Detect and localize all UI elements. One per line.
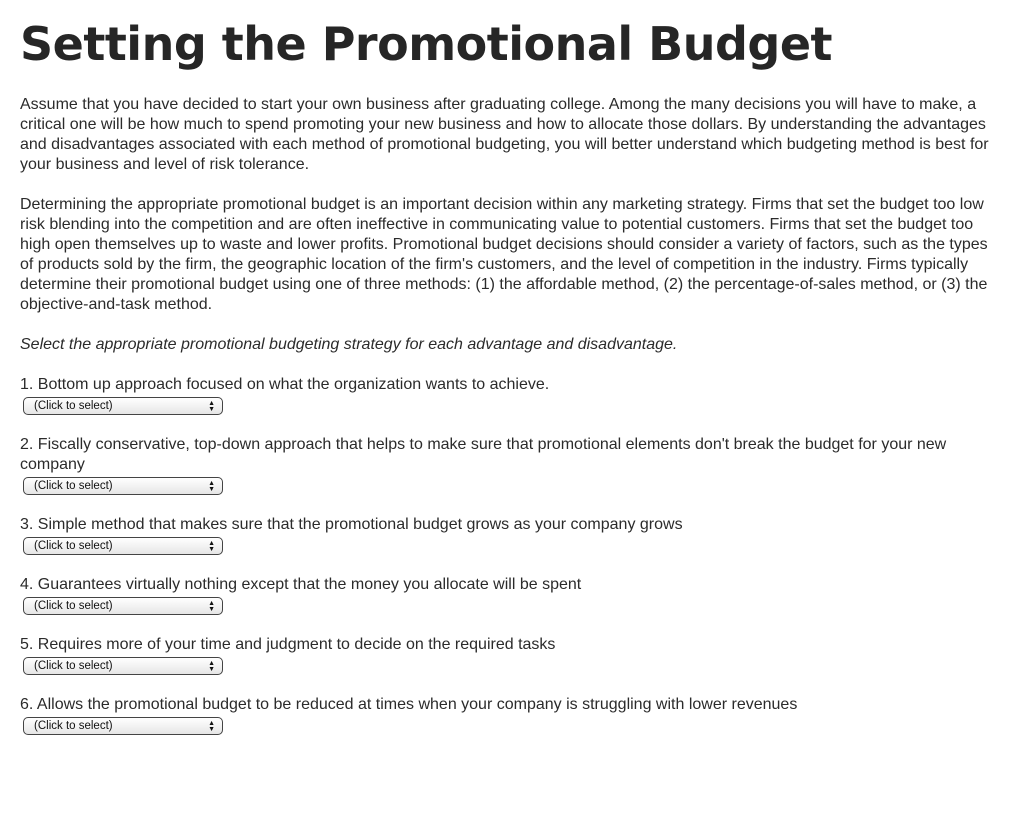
answer-select-3[interactable] — [23, 537, 223, 555]
select-value: (Click to select) — [34, 400, 113, 412]
select-value: (Click to select) — [34, 540, 113, 552]
select-value: (Click to select) — [34, 480, 113, 492]
question-text: 1. Bottom up approach focused on what the organization wants to achieve. — [20, 376, 550, 393]
up-down-arrows-icon: ▲ ▼ — [208, 540, 215, 553]
page-title: Setting the Promotional Budget — [20, 17, 833, 71]
question-text: 5. Requires more of your time and judgment to decide on the required tasks — [20, 636, 556, 653]
answer-select-2[interactable] — [23, 477, 223, 495]
question-1 — [20, 375, 1004, 415]
up-down-arrows-icon: ▲ ▼ — [208, 600, 215, 613]
intro-paragraph-1: Assume that you have decided to start your own business after graduating college. Among the many decisions you will have to make, a critical one will be how much to spend promoting your new business and how to allocate those dollars. By understanding the advantages and disadvantages associated with each method of promotional budgeting, you will better understand which budgeting method is best for your business and level of risk tolerance. — [20, 96, 989, 173]
up-down-arrows-icon: ▲ ▼ — [208, 720, 215, 733]
answer-select-4[interactable] — [23, 597, 223, 615]
question-4 — [20, 575, 1004, 615]
question-5 — [20, 635, 1004, 675]
select-value: (Click to select) — [34, 720, 113, 732]
up-down-arrows-icon: ▲ ▼ — [208, 400, 215, 413]
answer-select-1[interactable] — [23, 397, 223, 415]
answer-select-5[interactable] — [23, 657, 223, 675]
up-down-arrows-icon: ▲ ▼ — [208, 660, 215, 673]
question-text: 3. Simple method that makes sure that the promotional budget grows as your company grows — [20, 516, 683, 533]
intro-section — [20, 95, 1004, 315]
intro-paragraph-2: Determining the appropriate promotional budget is an important decision within any marketing strategy. Firms that set the budget too low risk blending into the competition and are often ineffective in communicating value to potential customers. Firms that set the budget too high open themselves up to waste and lower profits. Promotional budget decisions should consider a variety of factors, such as the types of products sold by the firm, the geographic location of the firm's customers, and the level of competition in the industry. Firms typically determine their promotional budget using one of three methods: (1) the affordable method, (2) the percentage-of-sales method, or (3) the objective-and-task method. — [20, 196, 988, 313]
select-value: (Click to select) — [34, 600, 113, 612]
up-down-arrows-icon: ▲ ▼ — [208, 480, 215, 493]
question-text: 4. Guarantees virtually nothing except that the money you allocate will be spent — [20, 576, 582, 593]
question-text: 2. Fiscally conservative, top-down approach that helps to make sure that promotional elements don't break the budget for your new company — [20, 436, 947, 473]
question-text: 6. Allows the promotional budget to be reduced at times when your company is struggling with lower revenues — [20, 696, 798, 713]
instruction-text: Select the appropriate promotional budgeting strategy for each advantage and disadvantage. — [20, 336, 678, 353]
question-6 — [20, 695, 1004, 735]
select-value: (Click to select) — [34, 660, 113, 672]
answer-select-6[interactable] — [23, 717, 223, 735]
question-3 — [20, 515, 1004, 555]
question-2 — [20, 435, 1004, 495]
